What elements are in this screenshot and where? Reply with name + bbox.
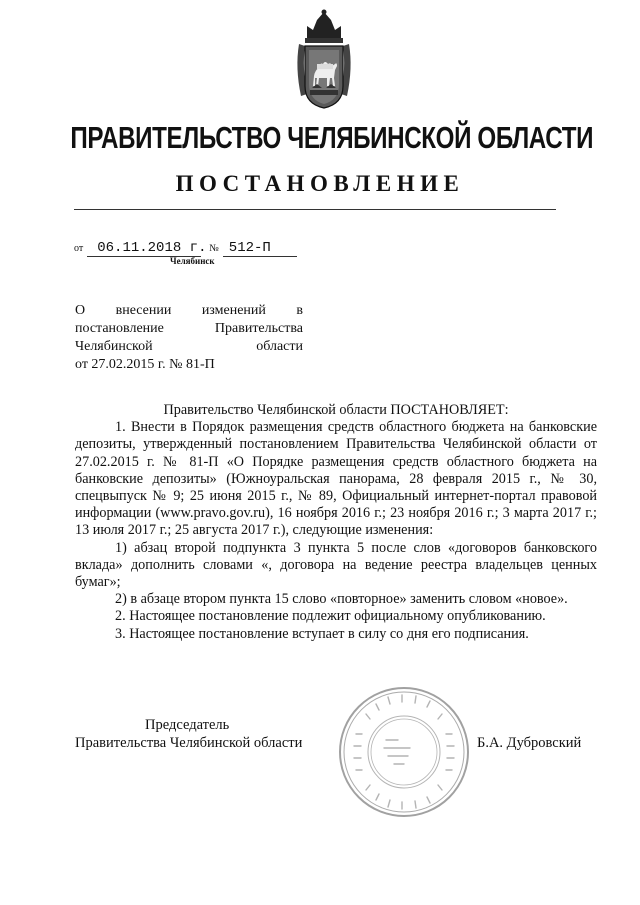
city-label: Челябинск — [170, 256, 215, 266]
subject-line: Челябинской области — [75, 339, 303, 354]
header-divider — [74, 209, 556, 210]
subject-line: от 27.02.2015 г. № 81-П — [75, 357, 215, 372]
paragraph-item-2: 2. Настоящее постановление подлежит официальному опубликованию. — [115, 608, 546, 625]
subject-line: постановление Правительства — [75, 321, 303, 336]
signature-position-line1: Председатель — [145, 717, 230, 733]
official-stamp-seal — [336, 684, 472, 820]
document-type: ПОСТАНОВЛЕНИЕ — [175, 171, 465, 196]
document-number: 512-П — [228, 240, 271, 256]
paragraph-item-1-1: 1) абзац второй подпункта 3 пункта 5 после слов «договоров банковского вклада» дополнить словами «, договора на ведение реестра владельцев ценных бумаг»; — [75, 539, 597, 591]
signature-block — [75, 716, 605, 752]
government-title: ПРАВИТЕЛЬСТВО ЧЕЛЯБИНСКОЙ ОБЛАСТИ — [70, 120, 594, 155]
signature-position-line2: Правительства Челябинской области — [75, 735, 303, 751]
paragraph-item-1-2: 2) в абзаце втором пункта 15 слово «повторное» заменить словом «новое». — [115, 591, 568, 608]
number-label: № — [209, 243, 219, 254]
from-label: от — [74, 243, 84, 254]
document-date-number — [74, 238, 297, 257]
document-date: 06.11.2018 г. — [97, 240, 207, 256]
document-body — [75, 402, 597, 643]
subject-line: О внесении изменений в — [75, 303, 303, 318]
document-subject — [75, 302, 303, 374]
paragraph-item-3: 3. Настоящее постановление вступает в силу со дня его подписания. — [115, 625, 529, 642]
coat-of-arms-icon — [293, 8, 355, 112]
preamble: Правительство Челябинской области ПОСТАНОВЛЯЕТ: — [163, 402, 509, 418]
signatory-name: Б.А. Дубровский — [477, 735, 582, 751]
paragraph-item-1: 1. Внести в Порядок размещения средств областного бюджета на банковские депозиты, утвержденный постановлением Правительства Челябинской области от 27.02.2015 г. № 81-П «О Порядке размещения средств областного бюджета на банковские депозиты» (Южноуральская панорама, 28 февраля 2015 г., № 30, спецвыпуск № 9; 25 июня 2015 г., № 89, Официальный интернет-портал правовой информации (www.pravo.gov.ru), 16 ноября 2016 г.; 23 ноября 2016 г.; 3 марта 2017 г.; 13 июля 2017 г.; 25 августа 2017 г.), следующие изменения: — [75, 419, 597, 539]
